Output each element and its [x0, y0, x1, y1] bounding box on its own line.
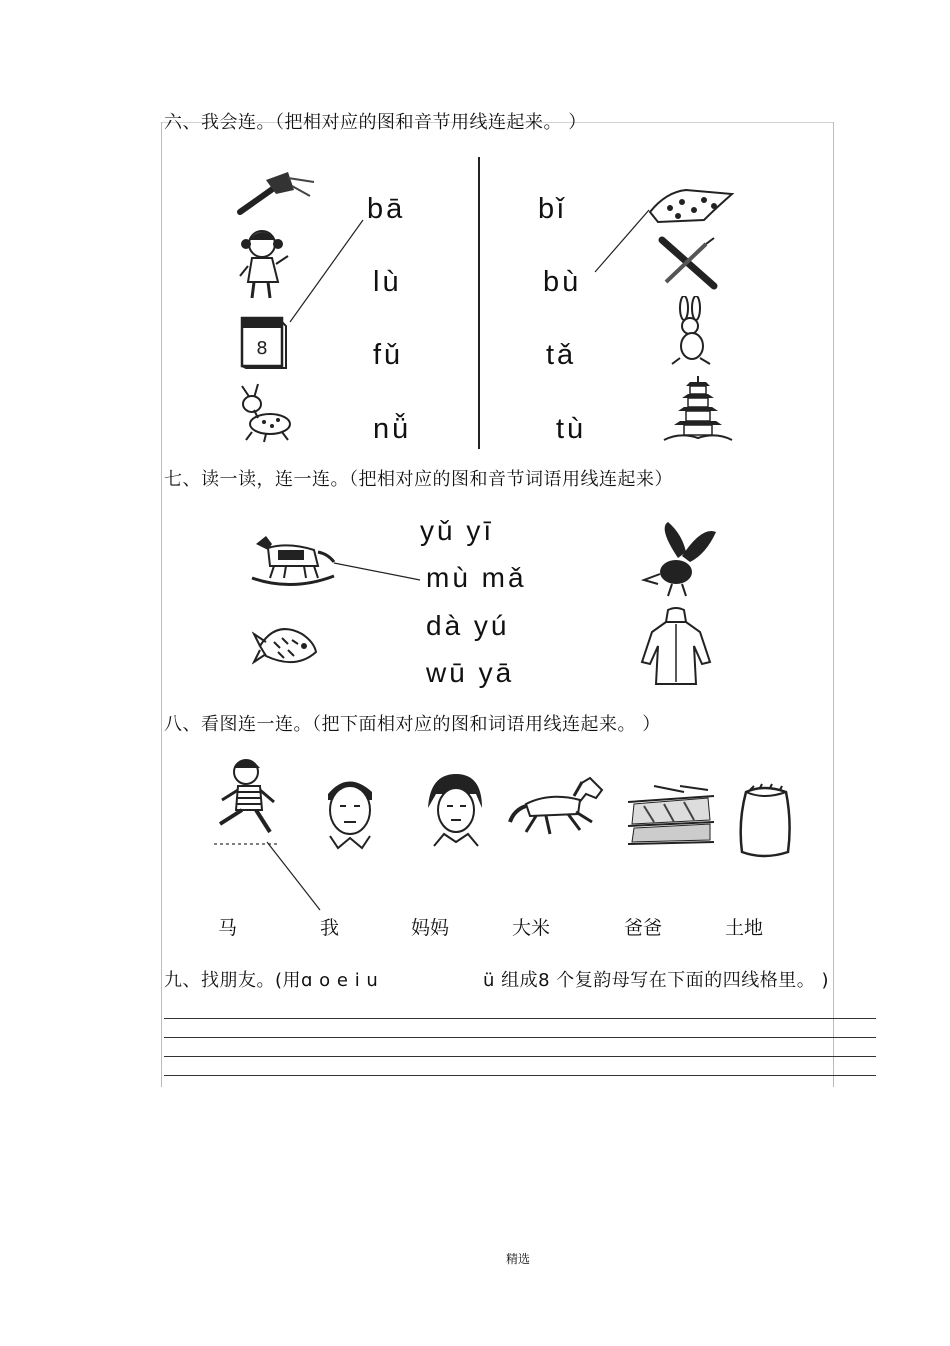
four-line-grid-line-1	[164, 1018, 876, 1019]
fan-icon	[236, 168, 318, 218]
syllable-ba: bā	[367, 193, 406, 225]
frame-left-border	[161, 122, 162, 1087]
mother-icon	[420, 770, 490, 850]
section9-heading-a: 九、找朋友。(用ɑ o e i u	[164, 970, 379, 991]
page-footer: 精选	[506, 1252, 531, 1266]
syllable-tu: tù	[556, 413, 587, 445]
calendar-icon	[238, 310, 288, 370]
syllable-fu: fǔ	[373, 339, 404, 371]
svg-text:8: 8	[256, 338, 268, 359]
word-mumu: mù mǎ	[426, 562, 527, 593]
four-line-grid-line-2	[164, 1037, 876, 1038]
pen-icon	[656, 234, 720, 292]
syllable-bi: bǐ	[538, 193, 567, 225]
horse-icon	[506, 774, 606, 838]
crow-icon	[638, 518, 720, 598]
word-baba: 爸爸	[624, 917, 663, 939]
connect-line-mumu	[332, 560, 422, 584]
section6-heading: 六、我会连。（把相对应的图和音节用线连起来。 ）	[164, 112, 587, 133]
cloth-icon	[646, 182, 736, 226]
syllable-bu: bù	[543, 266, 582, 298]
four-line-grid-line-4	[164, 1075, 876, 1076]
word-mama: 妈妈	[411, 917, 450, 939]
connect-line-boy	[264, 840, 324, 912]
rice-sack-icon	[734, 782, 796, 860]
connect-line-bi	[592, 208, 652, 274]
connect-line-ba	[286, 218, 366, 326]
section6-divider	[478, 157, 480, 449]
word-tudi: 土地	[725, 917, 764, 939]
field-icon	[624, 782, 718, 848]
running-boy-icon	[210, 752, 284, 848]
raincoat-icon	[638, 606, 714, 688]
word-dami: 大米	[512, 917, 551, 939]
pagoda-icon	[660, 374, 736, 444]
syllable-nv: nǚ	[373, 413, 412, 445]
syllable-lu: lù	[373, 266, 402, 298]
section7-heading: 七、读一读，连一连。（把相对应的图和音节词语用线连起来）	[164, 469, 673, 490]
section8-heading: 八、看图连一连。（把下面相对应的图和词语用线连起来。 ）	[164, 714, 661, 735]
frame-right-border	[833, 122, 834, 1087]
rabbit-icon	[666, 296, 716, 368]
rocking-horse-icon	[248, 530, 338, 592]
father-icon	[314, 770, 384, 850]
word-wuya: wū yā	[426, 657, 515, 688]
fish-icon	[252, 612, 322, 674]
word-yuyi: yǔ yī	[420, 515, 495, 546]
section9-heading-b: ü 组成8 个复韵母写在下面的四线格里。 )	[483, 970, 830, 991]
word-ma: 马	[218, 917, 238, 939]
word-dayu: dà yú	[426, 610, 510, 641]
deer-icon	[232, 380, 296, 444]
four-line-grid-line-3	[164, 1056, 876, 1057]
syllable-ta: tǎ	[546, 339, 577, 371]
word-wo: 我	[320, 917, 340, 939]
